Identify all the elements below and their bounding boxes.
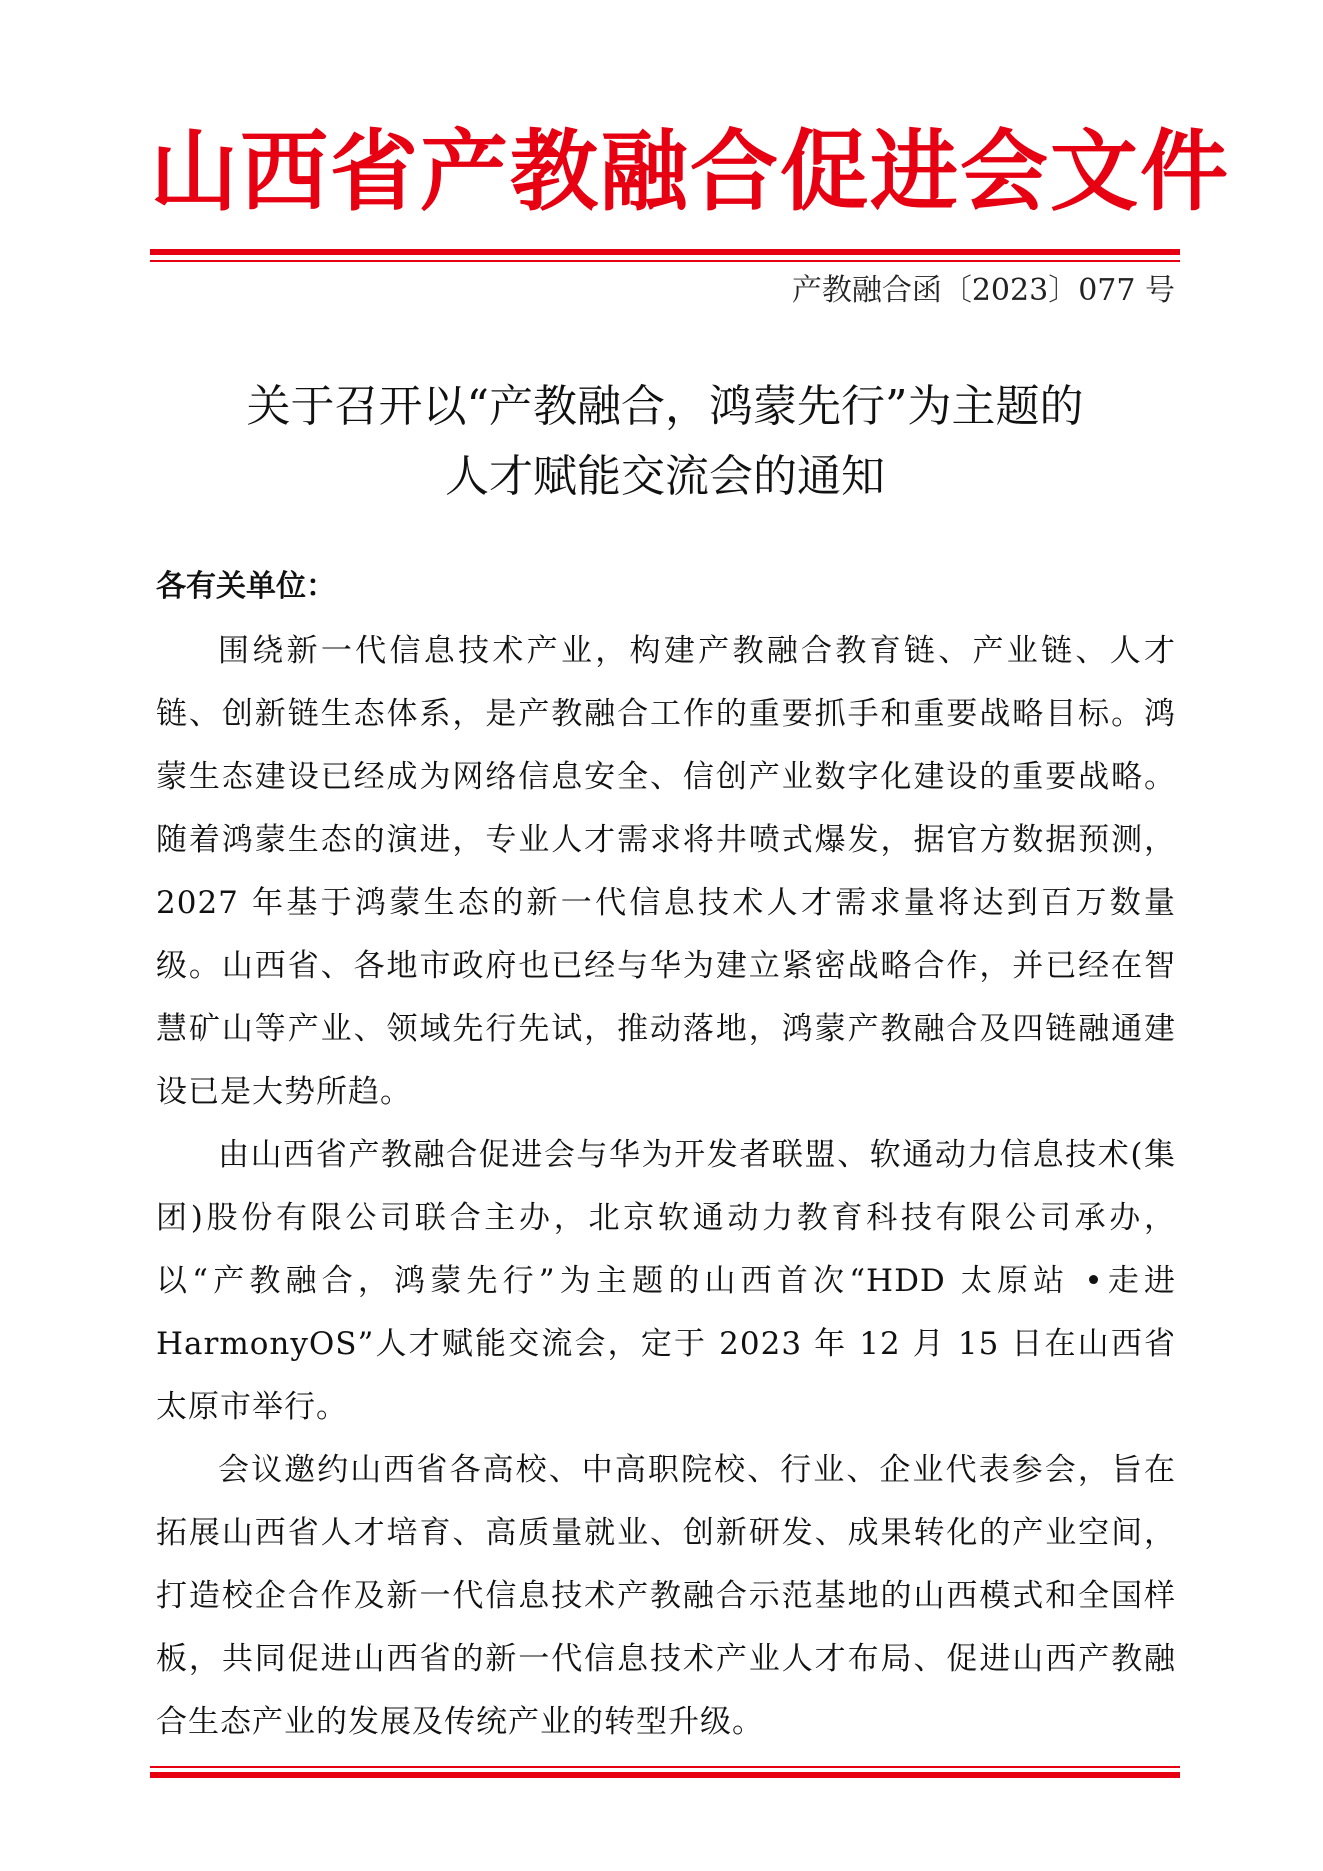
body-paragraph-1: 围绕新一代信息技术产业，构建产教融合教育链、产业链、人才链、创新链生态体系，是产教融合工作的重要抓手和重要战略目标。鸿蒙生态建设已经成为网络信息安全、信创产业数字化建设的重要战略。随着鸿蒙生态的演进，专业人才需求将井喷式爆发，据官方数据预测，2027 年基于鸿蒙生态的新一代信息技术人才需求量将达到百万数量级。山西省、各地市政府也已经与华为建立紧密战略合作，并已经在智慧矿山等产业、领域先行先试，推动落地，鸿蒙产教融合及四链融通建设已是大势所趋。 [156, 633, 1176, 1110]
footer-red-rule-thin [150, 1766, 1180, 1768]
footer-red-rule-thick [150, 1772, 1180, 1778]
notice-title-line-2: 人才赋能交流会的通知 [445, 451, 885, 502]
document-number: 产教融合函〔2023〕077 号 [791, 273, 1175, 308]
salutation: 各有关单位： [156, 569, 336, 604]
notice-title-line-1: 关于召开以“产教融合，鸿蒙先行”为主题的 [246, 381, 1084, 432]
notice-body [156, 620, 1176, 1754]
notice-title [150, 372, 1180, 512]
body-paragraph-2: 由山西省产教融合促进会与华为开发者联盟、软通动力信息技术(集团)股份有限公司联合主办，北京软通动力教育科技有限公司承办，以“产教融合，鸿蒙先行”为主题的山西首次“HDD 太原站 •走进 HarmonyOS”人才赋能交流会，定于 2023 年 12 月 15 日在山西省太原市举行。 [156, 1137, 1176, 1425]
header-red-rule-thick [150, 249, 1180, 255]
issuer-title: 山西省产教融合促进会文件 [150, 120, 1231, 223]
header-red-rule-thin [150, 260, 1180, 262]
body-paragraph-3: 会议邀约山西省各高校、中高职院校、行业、企业代表参会，旨在拓展山西省人才培育、高质量就业、创新研发、成果转化的产业空间，打造校企合作及新一代信息技术产教融合示范基地的山西模式和全国样板，共同促进山西省的新一代信息技术产业人才布局、促进山西产教融合生态产业的发展及传统产业的转型升级。 [156, 1452, 1176, 1740]
